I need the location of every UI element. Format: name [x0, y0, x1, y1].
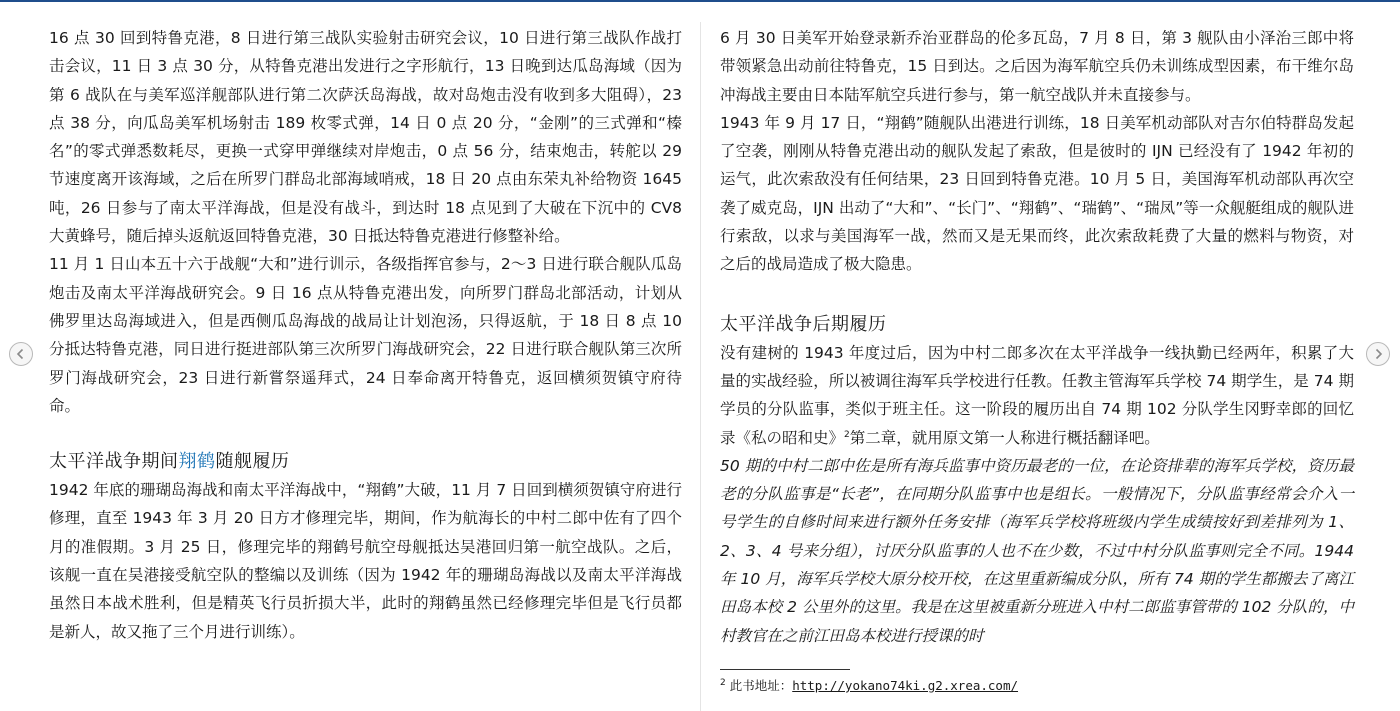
- quoted-memoir-text: 50 期的中村二郎中佐是所有海兵监事中资历最老的一位，在论资排辈的海军兵学校，资历最老的分队监事是“长老”，在同期分队监事中也是组长。一般情况下，分队监事经常会介入一号学生的自修时间来进行额外任务安排（海军兵学校将班级内学生成绩按好到差排列为 1、2、3、4 号来分组），讨厌分队监事的人也不在少数，不过中村分队监事则完全不同。1944 年 10 月，海军兵学校大原分校开校，在这里重新编成分队，所有 74 期的学生都搬去了离江田岛本校 2 公里外的这里。我是在这里被重新分班进入中村二郎监事管带的 102 分队的，中村教官在之前江田岛本校进行授课的时: [720, 456, 1354, 645]
- footnote: [720, 673, 1354, 699]
- top-accent-bar: [0, 0, 1400, 2]
- paragraph: 1942 年底的珊瑚岛海战和南太平洋海战中，“翔鹤”大破，11 月 7 日回到横须贺镇守府进行修理，直至 1943 年 3 月 20 日方才修理完毕，期间，作为航海长的中村二郎中佐有了四个月的准假期。3 月 25 日，修理完毕的翔鹤号航空母舰抵达吴港回归第一航空战队。之后，该舰一直在吴港接受航空队的整编以及训练（因为 1942 年的珊瑚岛海战以及南太平洋海战虽然日本战术胜利，但是精英飞行员折损大半，此时的翔鹤虽然已经修理完毕但是飞行员都是新人，故又拖了三个月进行训练）。: [49, 481, 682, 641]
- shokaku-link[interactable]: 翔鹤: [178, 451, 216, 473]
- right-page: [720, 24, 1354, 711]
- paragraph-text: 没有建树的 1943 年度过后，因为中村二郎多次在太平洋战争一线执勤已经两年，积累了大量的实战经验，所以被调往海军兵学校进行任教。任教主管海军兵学校 74 期学生，是 74 期学员的分队监事，类似于班主任。这一阶段的履历出自 74 期 102 分队学生冈野幸郎的回忆录《私の昭和史》: [720, 343, 1354, 447]
- footnote-reference[interactable]: 2: [844, 429, 850, 440]
- paragraph: 1943 年 9 月 17 日，“翔鹤”随舰队出港进行训练，18 日美军机动部队对吉尔伯特群岛发起了空袭，刚刚从特鲁克港出动的舰队发起了索敌，但是彼时的 IJN 已经没有了 1942 年初的运气，此次索敌没有任何结果，23 日回到特鲁克港。10 月 5 日，美国海军机动部队再次空袭了威克岛，IJN 出动了“大和”、“长门”、“翔鹤”、“瑞鹤”、“瑞凤”等一众舰艇组成的舰队进行索敌，以求与美国海军一战，然而又是无果而终，此次索敌耗费了大量的燃料与物资，对之后的战局造成了极大隐患。: [720, 113, 1354, 274]
- paragraph: 6 月 30 日美军开始登录新乔治亚群岛的伦多瓦岛，7 月 8 日，第 3 舰队由小泽治三郎中将带领紧急出动前往特鲁克，15 日到达。之后因为海军航空兵仍未训练成型因素，布干维尔岛冲海战主要由日本陆军航空兵进行参与，第一航空战队并未直接参与。: [720, 29, 1354, 104]
- page-divider: [700, 22, 701, 711]
- section-heading: [49, 448, 682, 476]
- left-page: [49, 24, 682, 711]
- next-page-button[interactable]: [1366, 342, 1390, 366]
- paragraph: 16 点 30 回到特鲁克港，8 日进行第三战队实验射击研究会议，10 日进行第三战队作战打击会议，11 日 3 点 30 分，从特鲁克港出发进行之字形航行，13 日晚到达瓜岛海域（因为第 6 战队在与美军巡洋舰部队进行第二次萨沃岛海战，故对岛炮击没有收到多大阻碍），23 点 38 分，向瓜岛美军机场射击 189 枚零式弹，14 日 0 点 20 分，“金刚”的三式弹和“榛名”的零式弹悉数耗尽，更换一式穿甲弹继续对岸炮击，0 点 56 分，结束炮击，转舵以 29 节速度离开该海域，之后在所罗门群岛北部海域哨戒，18 日 20 点由东荣丸补给物资 1645 吨，26 日参与了南太平洋海战，但是没有战斗，到达时 18 点见到了大破在下沉中的 CV8 大黄蜂号，随后掉头返航返回特鲁克港，30 日抵达特鲁克港进行修整补给。: [49, 29, 682, 246]
- footnote-separator: [720, 669, 850, 670]
- footnote-number: 2: [720, 677, 726, 688]
- section-heading: 太平洋战争后期履历: [720, 313, 887, 335]
- chevron-right-icon: [1367, 343, 1389, 365]
- heading-suffix: 随舰履历: [215, 451, 290, 473]
- footnote-label: 此书地址：: [729, 677, 793, 693]
- previous-page-button[interactable]: [9, 342, 33, 366]
- footnote-url-link[interactable]: http://yokano74ki.g2.xrea.com/: [792, 677, 1019, 693]
- heading-prefix: 太平洋战争期间: [49, 451, 179, 473]
- paragraph: [720, 339, 1354, 452]
- chevron-left-icon: [10, 343, 32, 365]
- paragraph-text: 第二章，就用原文第一人称进行概括翻译吧。: [849, 428, 1160, 447]
- paragraph: 11 月 1 日山本五十六于战舰“大和”进行训示，各级指挥官参与，2～3 日进行联合舰队瓜岛炮击及南太平洋海战研究会。9 日 16 点从特鲁克港出发，向所罗门群岛北部活动，计划从佛罗里达岛海域进入，但是西侧瓜岛海战的战局让计划泡汤，只得返航，于 18 日 8 点 10 分抵达特鲁克港，同日进行挺进部队第三次所罗门海战研究会，22 日进行联合舰队第三次所罗门海战研究会，23 日进行新嘗祭遥拜式，24 日奉命离开特鲁克，返回横须贺镇守府待命。: [49, 255, 682, 415]
